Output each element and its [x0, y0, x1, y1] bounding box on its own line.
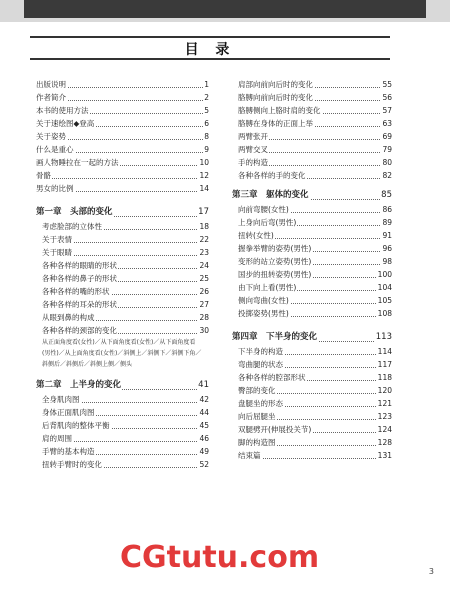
- page-number-ref: 42: [199, 395, 209, 404]
- spacer: [36, 195, 209, 205]
- page-number-ref: 124: [377, 425, 392, 434]
- toc-entry[interactable]: [36, 246, 209, 259]
- toc-entry[interactable]: [36, 393, 209, 406]
- chapter-title: 第四章 下半身的变化: [232, 330, 318, 345]
- entry-label: 男女的比例: [36, 184, 74, 193]
- toc-entry[interactable]: [36, 298, 209, 311]
- left-column: [36, 78, 209, 471]
- page-number-ref: 49: [199, 447, 209, 456]
- page-number-ref: 23: [199, 248, 209, 257]
- page-number-ref: 105: [377, 296, 392, 305]
- toc-entry[interactable]: [232, 397, 392, 410]
- entry-label: 扭转手臂时的变化: [36, 458, 103, 471]
- entry-label: 各种各样的腔部形状: [232, 371, 307, 384]
- spacer: [232, 320, 392, 330]
- page-number-ref: 27: [199, 300, 209, 309]
- entry-label: 上身向后弯(男性): [232, 216, 297, 229]
- page-number-ref: 28: [199, 313, 209, 322]
- page-number-ref: 6: [204, 119, 209, 128]
- entry-label: 扭转(女性): [232, 229, 275, 242]
- chapter-heading[interactable]: [36, 205, 209, 220]
- entry-label: 本书的使用方法: [36, 106, 89, 115]
- toc-entry[interactable]: [232, 203, 392, 216]
- page-number-ref: 41: [197, 378, 209, 393]
- toc-entry[interactable]: [232, 216, 392, 229]
- chapter-title: 第一章 头部的变化: [36, 205, 114, 220]
- toc-entry[interactable]: [232, 91, 392, 104]
- entry-label: 侧向弯曲(女性): [232, 294, 290, 307]
- page-number-ref: 114: [377, 347, 392, 356]
- page-number-ref: 79: [382, 145, 392, 154]
- entry-label: 胳膊在身体的正面上举: [232, 117, 314, 130]
- entry-label: 胳膊侧向上胳时肩的变化: [232, 104, 322, 117]
- page-number-ref: 12: [199, 171, 209, 180]
- toc-entry[interactable]: [36, 406, 209, 419]
- page-number-ref: 24: [199, 261, 209, 270]
- entry-label: 肩的周围: [36, 432, 73, 445]
- toc-entry[interactable]: [36, 220, 209, 233]
- toc-entry[interactable]: [36, 259, 209, 272]
- entry-label: 画人物睡拉在一起的方法: [36, 158, 119, 167]
- entry-label: 各种各样的耳朵的形状: [36, 298, 118, 311]
- toc-entry[interactable]: [232, 229, 392, 242]
- toc-entry[interactable]: [36, 117, 209, 130]
- page-number-ref: 56: [382, 93, 392, 102]
- entry-label: 两臂张开: [232, 130, 269, 143]
- page-number-ref: 25: [199, 274, 209, 283]
- entry-label: 关于表情: [36, 233, 73, 246]
- toc-entry[interactable]: [232, 242, 392, 255]
- toc-entry[interactable]: [36, 182, 209, 195]
- top-scan-bar-inner: [24, 0, 426, 18]
- toc-title-box: [30, 36, 390, 60]
- entry-label: 各种各样的颈部的变化: [36, 324, 118, 337]
- page-number-ref: 55: [382, 80, 392, 89]
- entry-label: 各种各样的手的变化: [232, 169, 307, 182]
- toc-entry[interactable]: [232, 104, 392, 117]
- entry-label: 考虑脸部的立体性: [36, 220, 103, 233]
- page-number-ref: 63: [382, 119, 392, 128]
- entry-label: 盘腿坐的形态: [232, 397, 284, 410]
- page-number-ref: 26: [199, 287, 209, 296]
- entry-label: 什么是重心: [36, 145, 74, 154]
- entry-label: 作者简介: [36, 93, 66, 102]
- toc-entry[interactable]: [232, 130, 392, 143]
- toc-entry[interactable]: [232, 268, 392, 281]
- toc-entry[interactable]: [232, 436, 392, 449]
- entry-label: 出版说明: [36, 80, 66, 89]
- toc-entry[interactable]: [36, 311, 209, 324]
- entry-label: 各种各样的嘴的形状: [36, 285, 111, 298]
- toc-entry[interactable]: [232, 169, 392, 182]
- chapter-heading[interactable]: [232, 188, 392, 203]
- page-number-ref: 121: [377, 399, 392, 408]
- chapter-heading[interactable]: [36, 378, 209, 393]
- top-scan-bar: [0, 0, 450, 22]
- page-number-ref: 104: [377, 283, 392, 292]
- page-number-ref: 10: [199, 158, 209, 167]
- entry-label: 手的构造: [232, 156, 269, 169]
- entry-label: 弯曲腿的状态: [232, 358, 284, 371]
- dot-leader: [36, 178, 209, 179]
- page-number-ref: 2: [204, 93, 209, 102]
- toc-entry[interactable]: [36, 272, 209, 285]
- entry-label: 投掷姿势(男性): [232, 307, 290, 320]
- toc-entry[interactable]: [232, 78, 392, 91]
- entry-label: 握拳举臂的姿势(男性): [232, 242, 312, 255]
- page-number-ref: 1: [204, 80, 209, 89]
- toc-entry[interactable]: [36, 458, 209, 471]
- page-number-ref: 9: [204, 145, 209, 154]
- entry-label: 由下向上看(男性): [232, 281, 297, 294]
- entry-label: 脚的构造图: [232, 436, 277, 449]
- page-number-ref: 22: [199, 235, 209, 244]
- entry-label: 各种各样的鼻子的形状: [36, 272, 118, 285]
- page-number-ref: 128: [377, 438, 392, 447]
- toc-entry[interactable]: [36, 233, 209, 246]
- page-number-ref: 98: [382, 257, 392, 266]
- entry-label: 双腿劈开(伸展投关节): [232, 423, 312, 436]
- page-number-ref: 100: [377, 270, 392, 279]
- entry-label: 下半身的构造: [232, 345, 284, 358]
- page-number-ref: 80: [382, 158, 392, 167]
- toc-entry[interactable]: [232, 307, 392, 320]
- page-number-ref: 82: [382, 171, 392, 180]
- page-number-ref: 17: [197, 205, 209, 220]
- entry-label: 从眼到鼻的构成: [36, 311, 96, 324]
- page-number-ref: 108: [377, 309, 392, 318]
- toc-entry[interactable]: [232, 143, 392, 156]
- entry-label: 各种各样的眼睛的形状: [36, 259, 118, 272]
- chapter1-note: 从正面角度看(女性)／从下面角度看(女性)／从下面角度看(男性)／从上面角度看(女性)／斜侧上／斜侧下／斜侧下角／斜侧后／斜侧后／斜侧上侧／侧头: [42, 339, 202, 368]
- page-number-ref: 117: [377, 360, 392, 369]
- page-number-ref: 120: [377, 386, 392, 395]
- right-column: [232, 78, 392, 462]
- entry-label: 全身肌肉图: [36, 393, 81, 406]
- toc-entry[interactable]: [232, 156, 392, 169]
- page-number: 3: [428, 567, 434, 576]
- entry-label: 骨骼: [36, 171, 51, 180]
- entry-label: 两臂交叉: [232, 143, 269, 156]
- toc-entry[interactable]: [36, 324, 209, 337]
- toc-entry[interactable]: [36, 445, 209, 458]
- watermark: CGtutu.com: [120, 540, 320, 575]
- entry-label: 向后屈腿坐: [232, 410, 277, 423]
- page-number-ref: 45: [199, 421, 209, 430]
- entry-label: 身体正面肌肉图: [36, 406, 96, 419]
- entry-label: 国步的扭转姿势(男性): [232, 268, 312, 281]
- page-number-ref: 69: [382, 132, 392, 141]
- page-number-ref: 113: [375, 330, 392, 345]
- entry-label: 后背肌肉的整体平衡: [36, 419, 111, 432]
- toc-entry[interactable]: [36, 78, 209, 91]
- entry-label: 关于速绘图◆登高: [36, 119, 95, 128]
- chapter-heading[interactable]: [232, 330, 392, 345]
- page-number-ref: 14: [199, 184, 209, 193]
- entry-label: 结束篇: [232, 449, 262, 462]
- page-number-ref: 30: [199, 326, 209, 335]
- toc-entry[interactable]: [36, 285, 209, 298]
- entry-label: 胳膊向前向后时的变化: [232, 91, 314, 104]
- page-number-ref: 86: [382, 205, 392, 214]
- page-number-ref: 8: [204, 132, 209, 141]
- toc-entry[interactable]: [36, 156, 209, 169]
- page-number-ref: 91: [382, 231, 392, 240]
- page-number-ref: 131: [377, 451, 392, 460]
- page-number-ref: 89: [382, 218, 392, 227]
- toc-entry[interactable]: [232, 255, 392, 268]
- entry-label: 向前弯腰(女性): [232, 203, 290, 216]
- entry-label: 肩部向前向后时的变化: [232, 78, 314, 91]
- toc-entry[interactable]: [36, 130, 209, 143]
- page-number-ref: 123: [377, 412, 392, 421]
- page-number-ref: 118: [377, 373, 392, 382]
- page-number-ref: 44: [199, 408, 209, 417]
- toc-entry[interactable]: [232, 117, 392, 130]
- page-number-ref: 85: [380, 188, 392, 203]
- entry-label: 手臂的基本构造: [36, 445, 96, 458]
- toc-entry[interactable]: [36, 143, 209, 156]
- entry-label: 关于姿势: [36, 132, 66, 141]
- page-number-ref: 46: [199, 434, 209, 443]
- toc-entry[interactable]: [36, 432, 209, 445]
- toc-entry[interactable]: [232, 281, 392, 294]
- entry-label: 变形的站立姿势(男性): [232, 255, 312, 268]
- toc-entry[interactable]: [36, 419, 209, 432]
- toc-entry[interactable]: [232, 345, 392, 358]
- toc-entry[interactable]: [232, 449, 392, 462]
- page-number-ref: 5: [204, 106, 209, 115]
- toc-entry[interactable]: [232, 423, 392, 436]
- entry-label: 臀部的变化: [232, 384, 277, 397]
- chapter-title: 第三章 躯体的变化: [232, 188, 310, 203]
- spacer: [36, 370, 209, 378]
- page-number-ref: 18: [199, 222, 209, 231]
- page-number-ref: 57: [382, 106, 392, 115]
- page-number-ref: 96: [382, 244, 392, 253]
- entry-label: 关于眼睛: [36, 246, 73, 259]
- toc-entry[interactable]: [36, 169, 209, 182]
- toc-entry[interactable]: [36, 91, 209, 104]
- toc-entry[interactable]: [232, 358, 392, 371]
- toc-entry[interactable]: [232, 371, 392, 384]
- toc-entry[interactable]: [232, 384, 392, 397]
- page-number-ref: 52: [199, 460, 209, 469]
- chapter-title: 第二章 上半身的变化: [36, 378, 122, 393]
- toc-entry[interactable]: [232, 294, 392, 307]
- toc-title: 目 录: [184, 42, 236, 58]
- toc-entry[interactable]: [232, 410, 392, 423]
- toc-entry[interactable]: [36, 104, 209, 117]
